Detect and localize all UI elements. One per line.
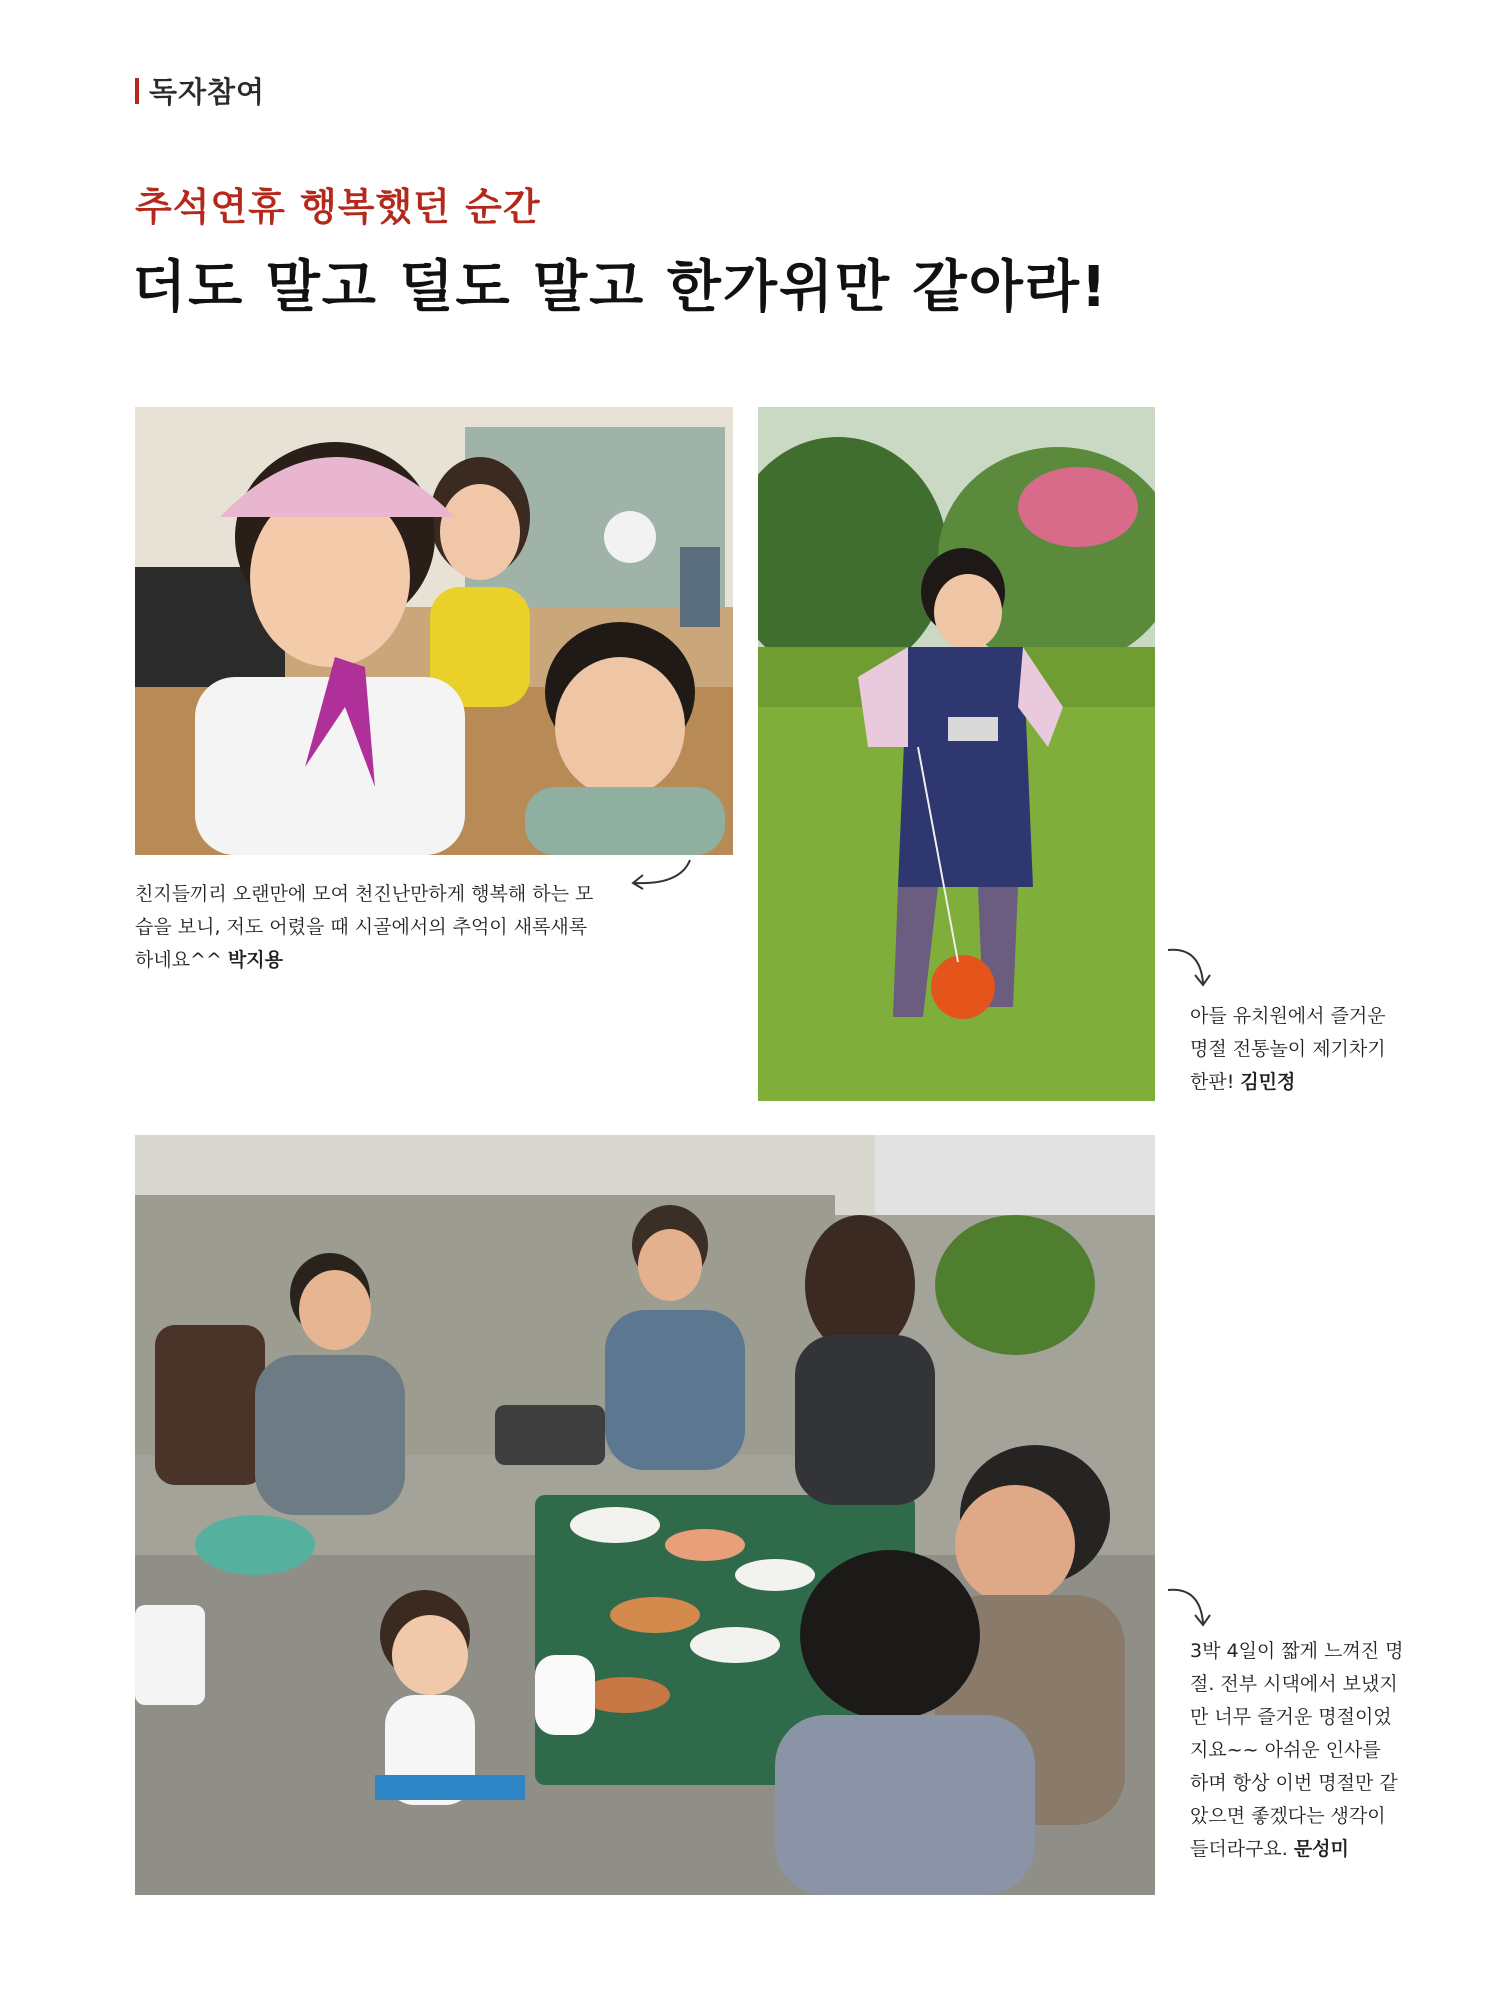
section-accent-bar bbox=[135, 78, 139, 104]
caption-children bbox=[135, 878, 605, 977]
photo-boy-hanbok bbox=[758, 407, 1155, 1101]
caption-family-meal bbox=[1190, 1635, 1405, 1866]
caption-text: 아들 유치원에서 즐거운 명절 전통놀이 제기차기 한판! bbox=[1190, 1005, 1386, 1093]
section-label: 독자참여 bbox=[149, 75, 266, 109]
caption-hanbok bbox=[1190, 1000, 1400, 1099]
curved-arrow-icon bbox=[1165, 945, 1215, 990]
caption-text: 친지들끼리 오랜만에 모여 천진난만하게 행복해 하는 모습을 보니, 저도 어렸을 때 시골에서의 추억이 새록새록하네요^^ bbox=[135, 883, 594, 971]
article-subtitle: 추석연휴 행복했던 순간 bbox=[135, 185, 541, 229]
caption-author: 김민정 bbox=[1240, 1071, 1296, 1093]
section-tag bbox=[135, 70, 265, 111]
caption-author: 박지용 bbox=[227, 949, 283, 971]
curved-arrow-icon bbox=[1165, 1585, 1215, 1630]
caption-text: 3박 4일이 짧게 느껴진 명절. 전부 시댁에서 보냈지만 너무 즐거운 명절이었지요~~ 아쉬운 인사를 하며 항상 이번 명절만 같았으면 좋겠다는 생각이 들더라구요. bbox=[1190, 1640, 1404, 1860]
photo-family-meal bbox=[135, 1135, 1155, 1895]
curved-arrow-icon bbox=[625, 855, 695, 895]
caption-author: 문성미 bbox=[1293, 1838, 1349, 1860]
photo-children-indoor bbox=[135, 407, 733, 855]
article-title: 더도 말고 덜도 말고 한가위만 같아라! bbox=[132, 255, 1109, 320]
